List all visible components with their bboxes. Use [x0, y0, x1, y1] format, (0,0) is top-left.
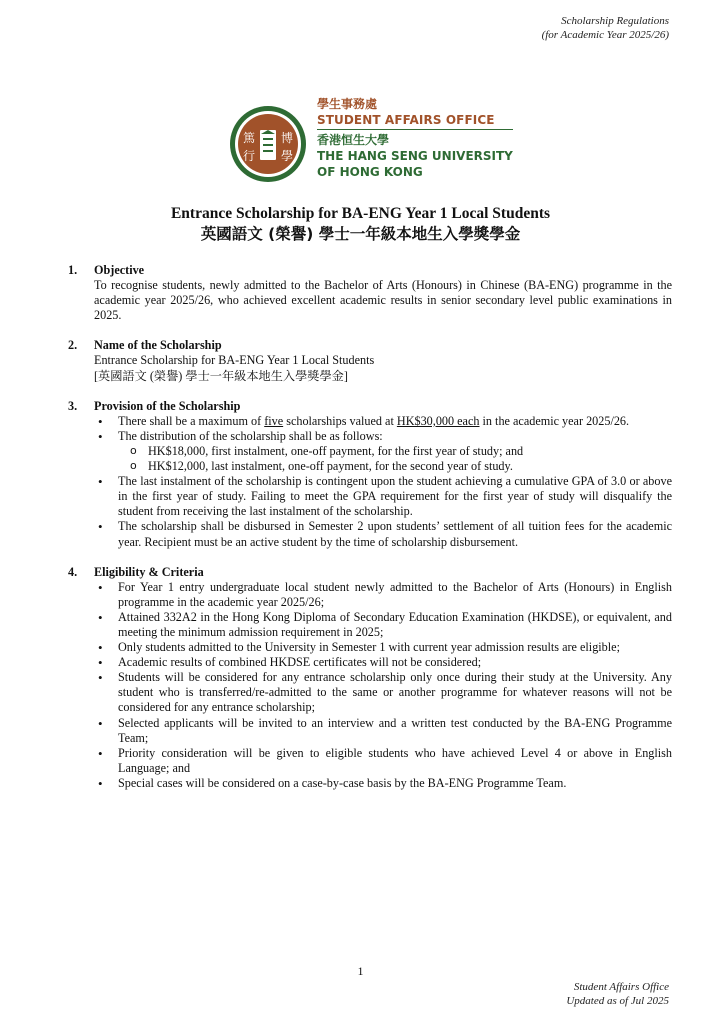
objective-text: To recognise students, newly admitted to the Bachelor of Arts (Honours) in Chinese (BA-ENG) programme in the academic year 2025/26, who achieved excellent academic results in senior secondary level public examinations in 2025.	[94, 278, 672, 323]
list-item: • The scholarship shall be disbursed in Semester 2 upon students’ settlement of all tuition fees for the academic year. Recipient must be an active student by the time of scholarship disbursement.	[118, 519, 672, 549]
logo-university-en-2: OF HONG KONG	[317, 165, 423, 179]
section-heading: Objective	[94, 263, 145, 277]
running-footer	[566, 980, 669, 1008]
logo-wordmark	[317, 96, 513, 180]
scholarship-name-zh: [英國語文 (榮譽) 學士一年級本地生入學獎學金]	[94, 368, 348, 383]
running-header	[542, 14, 669, 42]
sub-list-item: o HK$18,000, first instalment, one-off payment, for the first year of study; and	[148, 444, 672, 459]
section-number: 1.	[68, 263, 78, 277]
scholarship-value: HK$30,000 each	[396, 413, 480, 428]
list-item: • For Year 1 entry undergraduate local student newly admitted to the Bachelor of Arts (Honours) in English programme in the academic year 2025/26;	[118, 580, 672, 610]
logo-office-en: STUDENT AFFAIRS OFFICE	[317, 113, 495, 127]
footer-updated-date: Updated as of Jul 2025	[566, 995, 669, 1007]
emblem-icon	[228, 104, 308, 184]
emblem-char-br: 學	[280, 149, 294, 163]
provision-list	[68, 414, 672, 550]
list-item: • Attained 332A2 in the Hong Kong Diploma of Secondary Education Examination (HKDSE), or equivalent, and meeting the minimum admission requirement in 2025;	[118, 610, 672, 640]
logo-university-en-1: THE HANG SENG UNIVERSITY	[317, 149, 513, 163]
scholarship-name-en: Entrance Scholarship for BA-ENG Year 1 Local Students	[94, 353, 375, 368]
section-number: 4.	[68, 564, 78, 579]
eligibility-list	[68, 580, 672, 791]
list-item: • Academic results of combined HKDSE certificates will not be considered;	[118, 655, 672, 670]
section-heading: Eligibility & Criteria	[94, 564, 204, 579]
emblem-char-tr: 博	[280, 131, 294, 145]
logo-divider	[317, 129, 513, 130]
instalment-list	[118, 444, 672, 474]
emblem-char-bl: 行	[242, 149, 256, 163]
document-title	[0, 204, 721, 245]
sub-list-item: o HK$12,000, last instalment, one-off payment, for the second year of study.	[148, 459, 672, 474]
section-heading: Provision of the Scholarship	[94, 398, 241, 413]
list-item: • Priority consideration will be given to eligible students who have achieved Level 4 or above in English Language; and	[118, 746, 672, 776]
logo-office-zh: 學生事務處	[317, 97, 378, 111]
section-eligibility	[68, 565, 672, 791]
list-item: • The distribution of the scholarship shall be as follows: o HK$18,000, first instalment, one-off payment, for the first year of study; and o HK$12,000, last instalment, one-off payment, for the second year of study.	[118, 429, 672, 474]
section-scholarship-name	[68, 338, 672, 383]
section-number: 2.	[68, 338, 78, 353]
university-logo	[228, 96, 528, 188]
list-item: • Only students admitted to the University in Semester 1 with current year admission results are eligible;	[118, 640, 672, 655]
list-item: • Students will be considered for any entrance scholarship only once during their study at the University. Any student who is transferred/re-admitted to the same or another programme for whatever reasons will not be considered for any entrance scholarship;	[118, 670, 672, 715]
regulations-body	[68, 263, 672, 806]
header-doc-type: Scholarship Regulations	[561, 15, 669, 27]
title-chinese: 英國語文 (榮譽) 學士一年級本地生入學獎學金	[200, 225, 521, 243]
header-academic-year: (for Academic Year 2025/26)	[541, 29, 669, 41]
footer-office: Student Affairs Office	[573, 981, 669, 993]
section-number: 3.	[68, 398, 78, 413]
list-item: • The last instalment of the scholarship is contingent upon the student achieving a cumulative GPA of 3.0 or above in the first year of study. Failing to meet the GPA requirement for the first year of study will disqualify the student from receiving the last instalment of the scholarship.	[118, 474, 672, 519]
page-number: 1	[357, 964, 364, 978]
section-heading: Name of the Scholarship	[94, 338, 222, 353]
list-item: • Special cases will be considered on a case-by-case basis by the BA-ENG Programme Team.	[118, 776, 672, 791]
title-english: Entrance Scholarship for BA-ENG Year 1 Local Students	[170, 205, 551, 222]
logo-university-zh: 香港恒生大學	[317, 133, 390, 147]
scholarship-count: five	[264, 413, 284, 428]
list-item: • Selected applicants will be invited to an interview and a written test conducted by the BA-ENG Programme Team;	[118, 716, 672, 746]
section-objective	[68, 263, 672, 323]
section-provision	[68, 399, 672, 550]
list-item: • There shall be a maximum of five scholarships valued at HK$30,000 each in the academic year 2025/26.	[118, 414, 672, 429]
emblem-char-tl: 篤	[242, 131, 256, 145]
